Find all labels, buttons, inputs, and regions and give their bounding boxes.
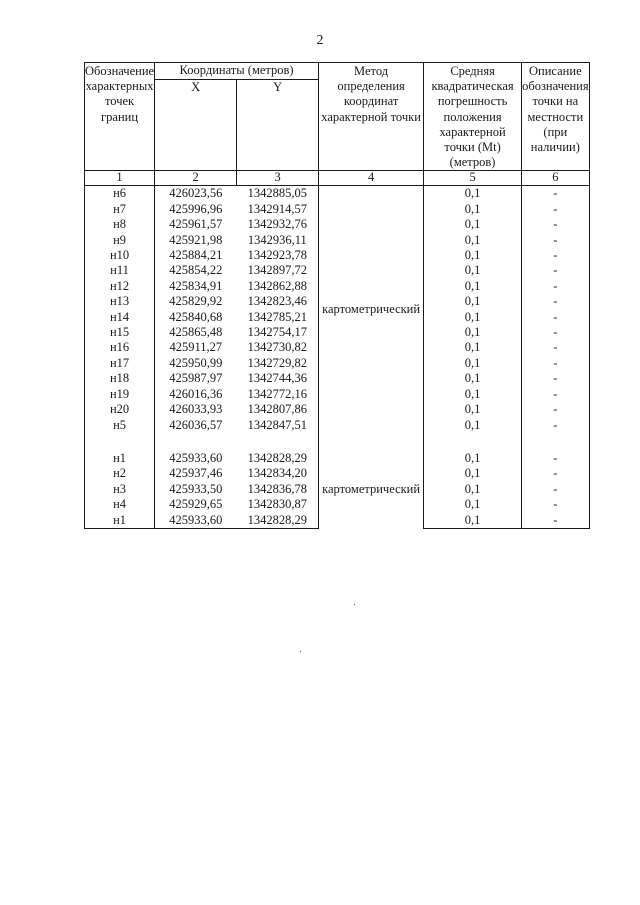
point-name-cell: н17	[85, 356, 155, 371]
x-coordinate-cell: 425840,68	[169, 309, 223, 324]
description-cell: -	[522, 202, 590, 217]
description-cell: -	[522, 402, 590, 417]
error-cell: 0,1	[424, 294, 522, 309]
point-name-cell: н19	[85, 387, 155, 402]
y-coordinate-cell: 1342914,57	[247, 201, 308, 216]
x-coordinate-cell: 425996,96	[169, 201, 223, 216]
error-cell: 0,1	[424, 248, 522, 263]
error-cell: 0,1	[424, 263, 522, 278]
error-cell: 0,1	[424, 233, 522, 248]
point-name-cell: н8	[85, 217, 155, 232]
table-body	[85, 186, 590, 529]
point-name-cell: н9	[85, 233, 155, 248]
point-name-cell: н7	[85, 202, 155, 217]
scan-speck	[354, 604, 355, 605]
error-cell: 0,1	[424, 279, 522, 294]
error-cell: 0,1	[424, 513, 522, 529]
error-cell: 0,1	[424, 418, 522, 433]
description-cell: -	[522, 466, 590, 481]
x-coordinate-cell: 425933,60	[155, 513, 237, 529]
error-cell: 0,1	[424, 325, 522, 340]
description-cell: -	[522, 325, 590, 340]
x-coordinate-cell: 425911,27	[169, 340, 223, 355]
x-coordinate-cell: 425950,99	[169, 355, 223, 370]
description-cell: -	[522, 451, 590, 466]
x-coordinate-cell: 426023,56	[169, 186, 223, 201]
scan-speck	[300, 651, 301, 652]
description-cell: -	[522, 371, 590, 386]
error-cell: 0,1	[424, 356, 522, 371]
point-name-cell: н6	[85, 186, 155, 202]
coordinates-table	[84, 62, 590, 529]
x-coordinate-cell: 425884,21	[169, 248, 223, 263]
column-number: 3	[237, 171, 319, 186]
description-cell: -	[522, 186, 590, 202]
point-name-cell: н16	[85, 340, 155, 355]
x-coordinate-cell: 426016,36	[169, 386, 223, 401]
error-cell: 0,1	[424, 310, 522, 325]
x-coordinate-cell: 425961,57	[169, 217, 223, 232]
error-cell: 0,1	[424, 497, 522, 512]
error-cell: 0,1	[424, 402, 522, 417]
x-coordinate-cell: 425829,92	[169, 294, 223, 309]
column-number: 2	[155, 171, 237, 186]
header-y: Y	[237, 79, 319, 95]
method-cell: картометрический	[319, 186, 424, 433]
point-name-cell: н10	[85, 248, 155, 263]
description-cell: -	[522, 310, 590, 325]
table-row	[85, 186, 590, 202]
x-coordinate-cell: 425921,98	[169, 232, 223, 247]
y-coordinate-cell: 1342834,20	[247, 466, 308, 481]
description-cell: -	[522, 513, 590, 529]
y-coordinate-cell: 1342847,51	[247, 417, 308, 432]
spacer-cell	[522, 433, 590, 451]
description-cell: -	[522, 233, 590, 248]
error-cell: 0,1	[424, 186, 522, 202]
description-cell: -	[522, 356, 590, 371]
error-cell: 0,1	[424, 340, 522, 355]
y-coordinate-cell: 1342936,11	[247, 232, 307, 247]
y-coordinate-cell: 1342923,78	[247, 248, 308, 263]
x-coordinate-cell: 425834,91	[169, 278, 223, 293]
point-name-cell: н1	[85, 451, 155, 466]
y-coordinate-cell: 1342932,76	[247, 217, 308, 232]
error-cell: 0,1	[424, 466, 522, 481]
y-coordinate-cell: 1342754,17	[247, 325, 308, 340]
y-coordinate-cell: 1342785,21	[247, 309, 308, 324]
point-name-cell: н15	[85, 325, 155, 340]
method-cell: картометрический	[319, 451, 424, 529]
spacer-cell	[85, 433, 155, 451]
error-cell: 0,1	[424, 202, 522, 217]
y-coordinate-cell: 1342830,87	[247, 497, 308, 512]
page-number: 2	[316, 33, 324, 48]
description-cell: -	[522, 340, 590, 355]
point-name-cell: н2	[85, 466, 155, 481]
y-coordinate-cell: 1342862,88	[247, 278, 308, 293]
header-description: Описание обозначения точки на местности (при наличии)	[522, 63, 590, 171]
spacer-cell	[155, 433, 237, 451]
y-coordinate-cell: 1342744,36	[247, 371, 308, 386]
x-coordinate-cell: 425929,65	[169, 497, 223, 512]
spacer-cell	[424, 433, 522, 451]
x-coordinate-cell: 426033,93	[169, 402, 223, 417]
column-number: 5	[424, 171, 522, 186]
header-x-blank	[155, 95, 237, 171]
y-coordinate-cell: 1342885,05	[247, 186, 308, 201]
error-cell: 0,1	[424, 451, 522, 466]
point-name-cell: н14	[85, 310, 155, 325]
y-coordinate-cell: 1342823,46	[247, 294, 308, 309]
column-number: 1	[85, 171, 155, 186]
y-coordinate-cell: 1342836,78	[247, 481, 308, 496]
y-coordinate-cell: 1342828,29	[237, 513, 319, 529]
column-number: 6	[522, 171, 590, 186]
table-row	[85, 451, 590, 466]
y-coordinate-cell: 1342730,82	[247, 340, 308, 355]
column-number: 4	[319, 171, 424, 186]
x-coordinate-cell: 425854,22	[169, 263, 223, 278]
point-name-cell: н4	[85, 497, 155, 512]
point-name-cell: н12	[85, 279, 155, 294]
point-name-cell: н11	[85, 263, 155, 278]
x-coordinate-cell: 425987,97	[169, 371, 223, 386]
error-cell: 0,1	[424, 387, 522, 402]
x-coordinate-cell: 425933,50	[169, 481, 223, 496]
point-name-cell: н18	[85, 371, 155, 386]
error-cell: 0,1	[424, 371, 522, 386]
header-y-blank	[237, 95, 319, 171]
description-cell: -	[522, 217, 590, 232]
header-point-name: Обозначение характерных точек границ	[85, 63, 155, 171]
x-coordinate-cell: 425937,46	[169, 466, 223, 481]
x-coordinate-cell: 425865,48	[169, 325, 223, 340]
description-cell: -	[522, 482, 590, 497]
point-name-cell: н5	[85, 418, 155, 433]
spacer-cell	[237, 433, 319, 451]
header-error: Средняя квадратическая погрешность положения характерной точки (Mt) (метров)	[424, 63, 522, 171]
header-x: X	[155, 79, 237, 95]
header-coordinates: Координаты (метров)	[155, 63, 319, 80]
description-cell: -	[522, 387, 590, 402]
y-coordinate-cell: 1342772,16	[247, 386, 308, 401]
point-name-cell: н20	[85, 402, 155, 417]
point-name-cell: н1	[85, 513, 155, 529]
column-numbers-row	[85, 171, 590, 186]
point-name-cell: н13	[85, 294, 155, 309]
header-method: Метод определения координат характерной точки	[319, 63, 424, 171]
x-coordinate-cell: 426036,57	[169, 417, 223, 432]
description-cell: -	[522, 418, 590, 433]
y-coordinate-cell: 1342897,72	[247, 263, 308, 278]
description-cell: -	[522, 294, 590, 309]
y-coordinate-cell: 1342828,29	[247, 450, 308, 465]
x-coordinate-cell: 425933,60	[169, 450, 223, 465]
error-cell: 0,1	[424, 217, 522, 232]
group-spacer-row	[85, 433, 590, 451]
y-coordinate-cell: 1342807,86	[247, 402, 308, 417]
point-name-cell: н3	[85, 482, 155, 497]
description-cell: -	[522, 263, 590, 278]
spacer-cell	[319, 433, 424, 451]
description-cell: -	[522, 279, 590, 294]
error-cell: 0,1	[424, 482, 522, 497]
description-cell: -	[522, 248, 590, 263]
description-cell: -	[522, 497, 590, 512]
y-coordinate-cell: 1342729,82	[247, 355, 308, 370]
